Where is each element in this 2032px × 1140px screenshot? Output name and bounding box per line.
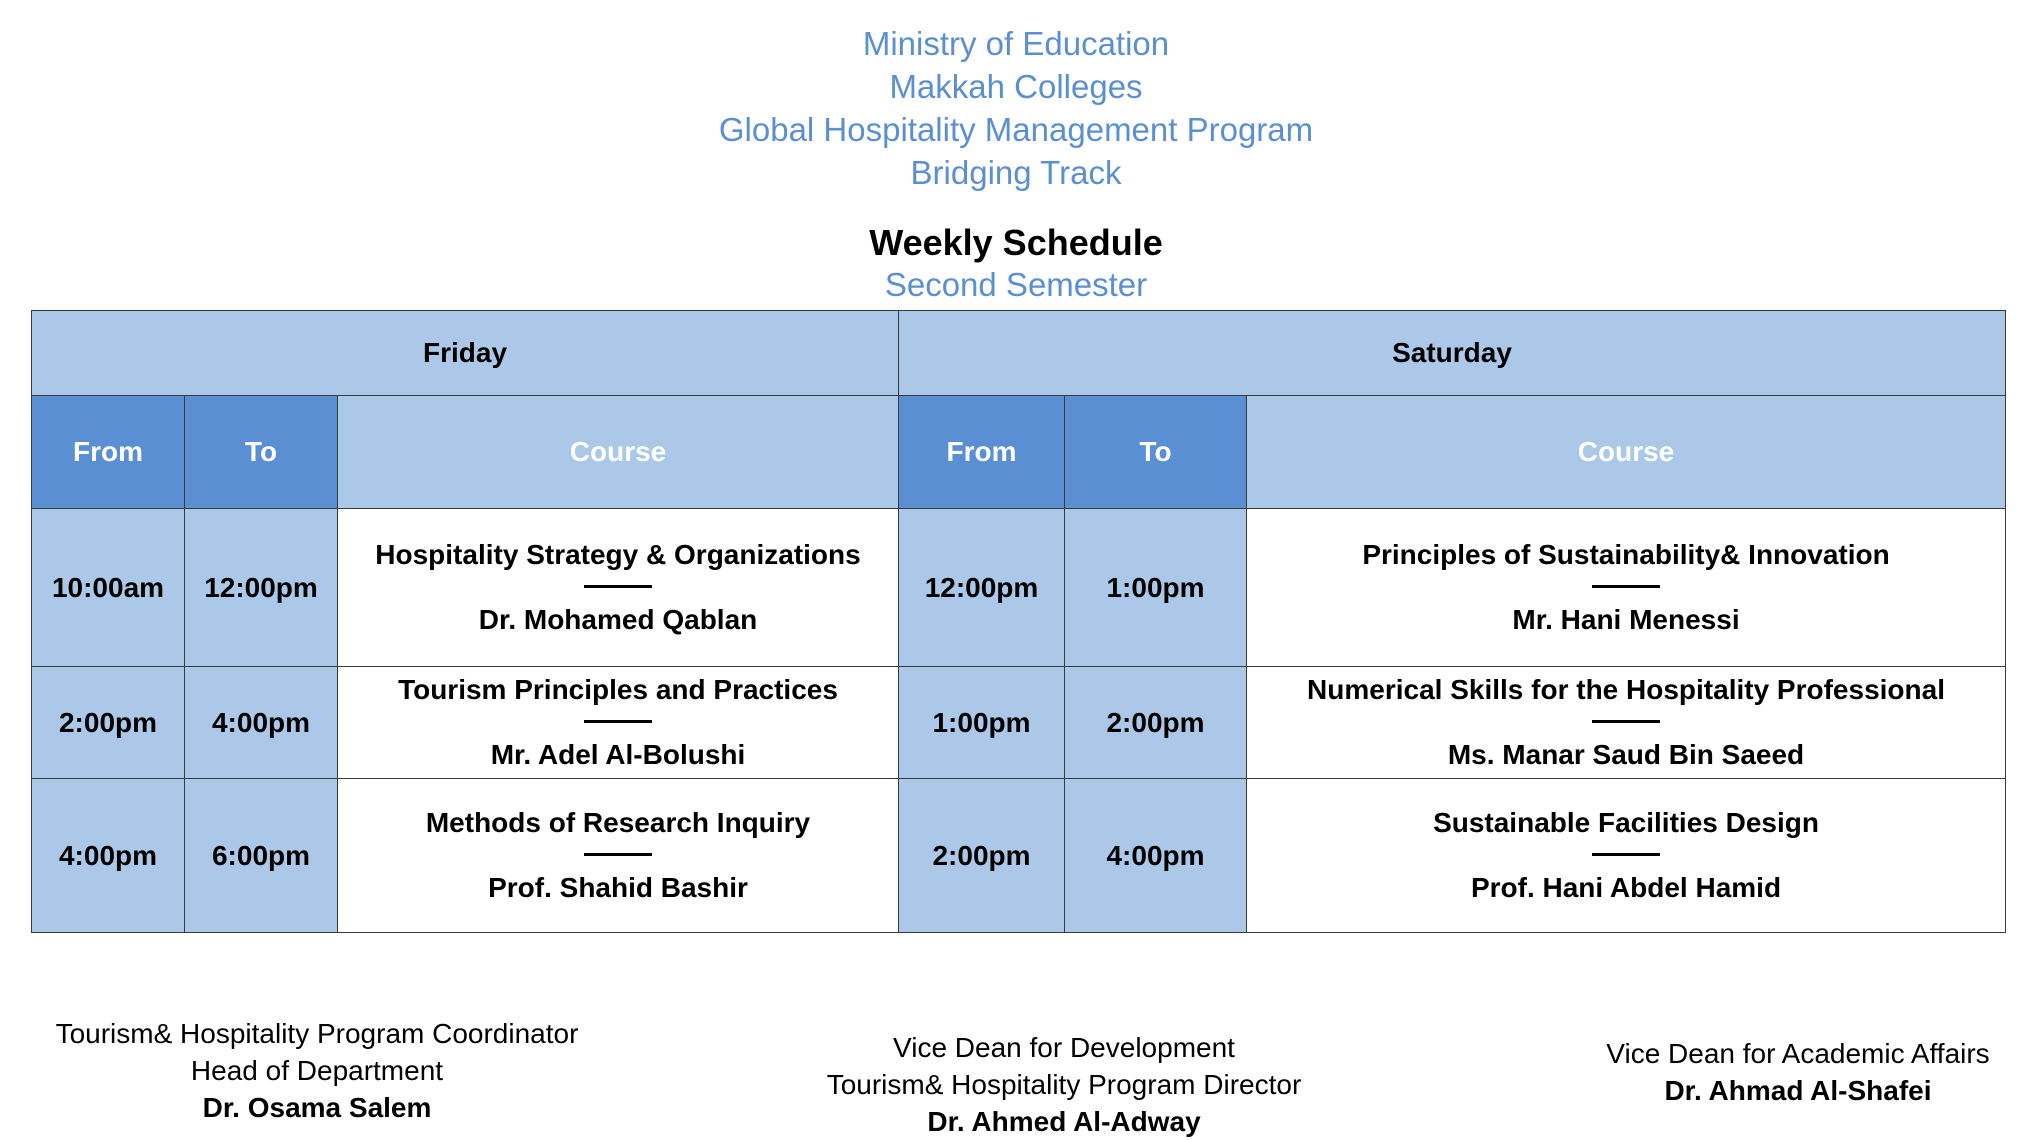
- friday-course-cell: [338, 509, 899, 667]
- col-header-from: From: [899, 396, 1065, 509]
- separator-line: [584, 853, 652, 856]
- separator-line: [1592, 720, 1660, 723]
- table-row: [32, 509, 2006, 667]
- day-header-row: [32, 311, 2006, 396]
- signature-title: Tourism& Hospitality Program Director: [826, 1069, 1302, 1100]
- signature-name: Dr. Ahmad Al-Shafei: [1664, 1075, 1932, 1106]
- friday-to-cell: 6:00pm: [185, 779, 338, 933]
- signature-vice-dean-development: [764, 1029, 1364, 1140]
- col-header-to: To: [185, 396, 338, 509]
- signature-vice-dean-academic: [1568, 1035, 2028, 1109]
- separator-line: [584, 720, 652, 723]
- instructor-name: Mr. Adel Al-Bolushi: [490, 739, 746, 770]
- signature-name: Dr. Ahmed Al-Adway: [927, 1106, 1201, 1137]
- course-name: Numerical Skills for the Hospitality Professional: [1307, 674, 1945, 705]
- saturday-course-cell: [1247, 667, 2006, 779]
- day-friday: Friday: [32, 311, 899, 396]
- table-row: [32, 779, 2006, 933]
- signature-title: Head of Department: [190, 1055, 444, 1086]
- header-ministry: Ministry of Education: [862, 25, 1170, 62]
- day-saturday: Saturday: [899, 311, 2006, 396]
- friday-from-cell: 2:00pm: [32, 667, 185, 779]
- header-program: Global Hospitality Management Program: [718, 111, 1314, 148]
- saturday-to-cell: 1:00pm: [1065, 509, 1247, 667]
- friday-to-cell: 4:00pm: [185, 667, 338, 779]
- header-lines: [0, 22, 2032, 194]
- table-row: [32, 667, 2006, 779]
- instructor-name: Ms. Manar Saud Bin Saeed: [1447, 739, 1805, 770]
- friday-to-cell: 12:00pm: [185, 509, 338, 667]
- column-header-row: [32, 396, 2006, 509]
- col-header-course: Course: [338, 396, 899, 509]
- friday-course-cell: [338, 779, 899, 933]
- signature-title: Vice Dean for Development: [893, 1032, 1235, 1063]
- col-header-course: Course: [1247, 396, 2006, 509]
- friday-from-cell: 4:00pm: [32, 779, 185, 933]
- course-name: Methods of Research Inquiry: [425, 807, 811, 838]
- page-subtitle: Second Semester: [884, 266, 1148, 303]
- instructor-name: Mr. Hani Menessi: [1512, 604, 1740, 635]
- col-header-from: From: [32, 396, 185, 509]
- saturday-from-cell: 1:00pm: [899, 667, 1065, 779]
- header-track: Bridging Track: [910, 154, 1122, 191]
- saturday-from-cell: 2:00pm: [899, 779, 1065, 933]
- instructor-name: Prof. Shahid Bashir: [488, 872, 748, 903]
- col-header-to: To: [1065, 396, 1247, 509]
- friday-course-cell: [338, 667, 899, 779]
- signature-name: Dr. Osama Salem: [202, 1092, 432, 1123]
- separator-line: [584, 585, 652, 588]
- weekly-schedule-table: [31, 310, 2006, 933]
- page-title: Weekly Schedule: [869, 222, 1163, 263]
- separator-line: [1592, 853, 1660, 856]
- signature-coordinator: [0, 1015, 634, 1126]
- instructor-name: Prof. Hani Abdel Hamid: [1470, 872, 1782, 903]
- header-college: Makkah Colleges: [889, 68, 1143, 105]
- saturday-from-cell: 12:00pm: [899, 509, 1065, 667]
- course-name: Tourism Principles and Practices: [398, 674, 838, 705]
- instructor-name: Dr. Mohamed Qablan: [478, 604, 758, 635]
- friday-from-cell: 10:00am: [32, 509, 185, 667]
- saturday-to-cell: 4:00pm: [1065, 779, 1247, 933]
- saturday-course-cell: [1247, 779, 2006, 933]
- signature-title: Vice Dean for Academic Affairs: [1606, 1038, 1990, 1069]
- course-name: Hospitality Strategy & Organizations: [375, 539, 861, 570]
- course-name: Sustainable Facilities Design: [1433, 807, 1819, 838]
- signature-title: Tourism& Hospitality Program Coordinator: [55, 1018, 579, 1049]
- separator-line: [1592, 585, 1660, 588]
- saturday-course-cell: [1247, 509, 2006, 667]
- course-name: Principles of Sustainability& Innovation: [1362, 539, 1890, 570]
- saturday-to-cell: 2:00pm: [1065, 667, 1247, 779]
